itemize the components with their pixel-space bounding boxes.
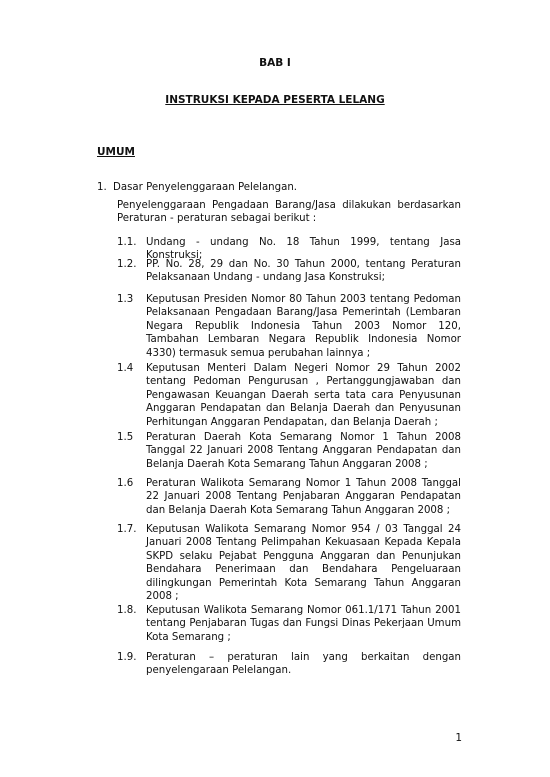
page-number: 1 <box>455 732 462 744</box>
chapter-title: INSTRUKSI KEPADA PESERTA LELANG <box>165 94 385 106</box>
list-item-text: Undang - undang No. 18 Tahun 1999, tentang Jasa Konstruksi; <box>146 237 461 262</box>
list-item-text: Peraturan – peraturan lain yang berkaitan dengan penyelengaraan Pelelangan. <box>146 652 461 677</box>
list-item <box>117 477 461 517</box>
chapter-heading: BAB I <box>259 57 291 69</box>
list-item-number: 1.6 <box>117 478 134 489</box>
list-item <box>117 362 461 429</box>
list-item <box>117 431 461 471</box>
list-item-text: Peraturan Daerah Kota Semarang Nomor 1 Tahun 2008 Tanggal 22 Januari 2008 Tentang Anggaran Pendapatan dan Belanja Daerah Kota Semarang Tahun Anggaran 2008 ; <box>146 432 461 470</box>
subsection-intro: Penyelenggaraan Pengadaan Barang/Jasa dilakukan berdasarkan Peraturan - peraturan sebagai berikut : <box>117 200 461 225</box>
list-item-text: Peraturan Walikota Semarang Nomor 1 Tahun 2008 Tanggal 22 Januari 2008 Tentang Penjabaran Anggaran Pendapatan dan Belanja Daerah Kota Semarang Tahun Anggaran 2008 ; <box>146 478 461 516</box>
list-item-number: 1.8. <box>117 605 137 616</box>
section-label: UMUM <box>97 146 135 158</box>
list-item-text: Keputusan Menteri Dalam Negeri Nomor 29 Tahun 2002 tentang Pedoman Pengurusan , Pertanggungjawaban dan Pengawasan Keuangan Daerah serta tata cara Penyusunan Anggaran Pendapatan dan Belanja Daerah dan Penyusunan Perhitungan Anggaran Pendapatan, dan Belanja Daerah ; <box>146 363 461 428</box>
list-item-number: 1.7. <box>117 524 137 535</box>
list-item <box>117 651 461 678</box>
list-item <box>117 604 461 644</box>
list-item-number: 1.2. <box>117 259 137 270</box>
list-item-number: 1.5 <box>117 432 134 443</box>
list-item <box>117 293 461 360</box>
list-item <box>117 258 461 285</box>
list-item <box>117 523 461 603</box>
subsection-title: Dasar Penyelenggaraan Pelelangan. <box>113 182 298 193</box>
list-item-number: 1.9. <box>117 652 137 663</box>
subsection-number: 1. <box>97 182 107 193</box>
list-item-text: PP. No. 28, 29 dan No. 30 Tahun 2000, tentang Peraturan Pelaksanaan Undang - undang Jasa Konstruksi; <box>146 259 461 284</box>
list-item-number: 1.1. <box>117 237 137 248</box>
list-item-number: 1.3 <box>117 294 134 305</box>
list-item-text: Keputusan Presiden Nomor 80 Tahun 2003 tentang Pedoman Pelaksanaan Pengadaan Barang/Jasa Pemerintah (Lembaran Negara Republik Indonesia Tahun 2003 Nomor 120, Tambahan Lembaran Negara Republik Indonesia Nomor 4330) termasuk semua perubahan lainnya ; <box>146 294 461 359</box>
list-item-number: 1.4 <box>117 363 134 374</box>
list-item-text: Keputusan Walikota Semarang Nomor 954 / 03 Tanggal 24 Januari 2008 Tentang Pelimpahan Kekuasaan Kepada Kepala SKPD selaku Pejabat Pengguna Anggaran dan Penunjukan Bendahara Penerimaan dan Bendahara Pengeluaraan dilingkungan Pemerintah Kota Semarang Tahun Anggaran 2008 ; <box>146 524 461 603</box>
list-item-text: Keputusan Walikota Semarang Nomor 061.1/171 Tahun 2001 tentang Penjabaran Tugas dan Fungsi Dinas Pekerjaan Umum Kota Semarang ; <box>146 605 461 643</box>
subsection-heading <box>97 182 297 193</box>
